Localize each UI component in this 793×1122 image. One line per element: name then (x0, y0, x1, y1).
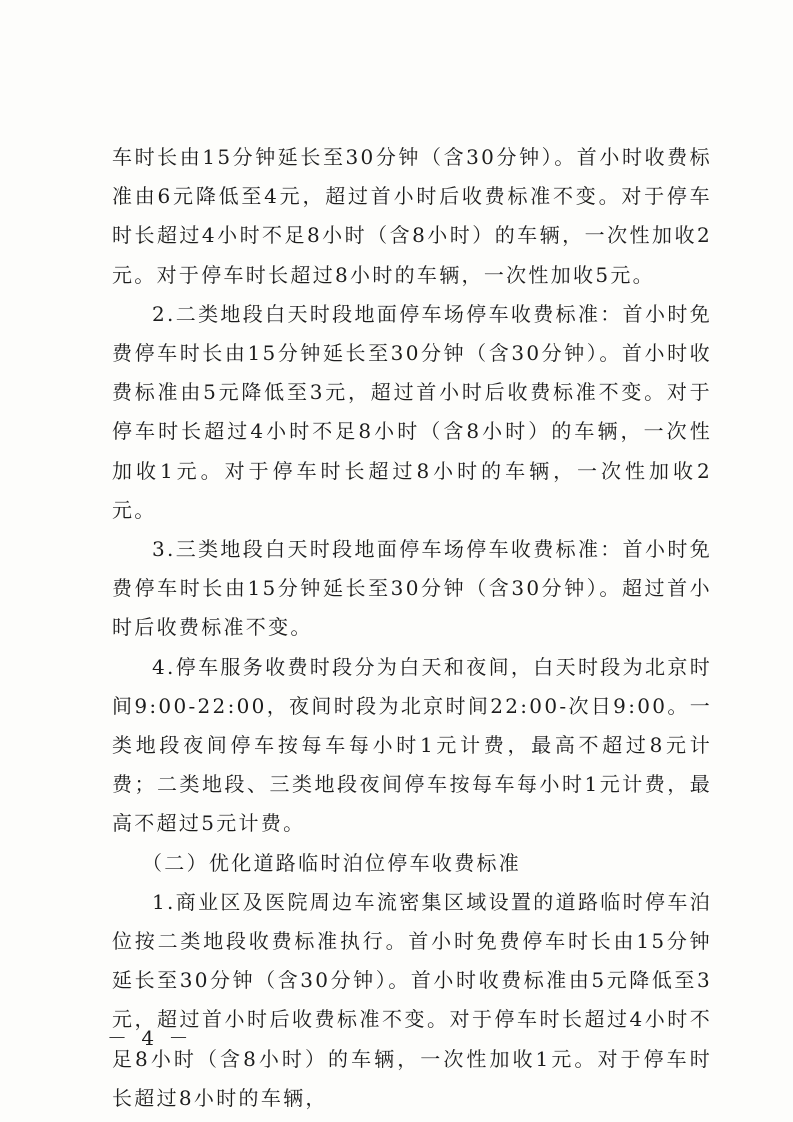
paragraph-continuation: 车时长由15分钟延长至30分钟（含30分钟）。首小时收费标准由6元降低至4元，超过首小时后收费标准不变。对于停车时长超过4小时不足8小时（含8小时）的车辆，一次性加收2元。对于停车时长超过8小时的车辆，一次性加收5元。 (112, 145, 712, 287)
page-number: － 4 － (107, 1026, 193, 1050)
paragraph-item-3: 3.三类地段白天时段地面停车场停车收费标准：首小时免费停车时长由15分钟延长至30分钟（含30分钟）。超过首小时后收费标准不变。 (112, 537, 712, 640)
section-heading: （二）优化道路临时泊位停车收费标准 (142, 850, 522, 875)
body-text (112, 138, 712, 1118)
paragraph-item-2: 2.二类地段白天时段地面停车场停车收费标准：首小时免费停车时长由15分钟延长至30分钟（含30分钟）。首小时收费标准由5元降低至3元，超过首小时后收费标准不变。对于停车时长超过4小时不足8小时（含8小时）的车辆，一次性加收1元。对于停车时长超过8小时的车辆，一次性加收2元。 (112, 301, 712, 522)
paragraph-road-item-1: 1.商业区及医院周边车流密集区域设置的道路临时停车泊位按二类地段收费标准执行。首小时免费停车时长由15分钟延长至30分钟（含30分钟）。首小时收费标准由5元降低至3元，超过首小时后收费标准不变。对于停车时长超过4小时不足8小时（含8小时）的车辆，一次性加收1元。对于停车时长超过8小时的车辆， (112, 889, 712, 1110)
paragraph-item-4: 4.停车服务收费时段分为白天和夜间，白天时段为北京时间9:00-22:00，夜间时段为北京时间22:00-次日9:00。一类地段夜间停车按每车每小时1元计费，最高不超过8元计费；二类地段、三类地段夜间停车按每车每小时1元计费，最高不超过5元计费。 (112, 654, 712, 836)
